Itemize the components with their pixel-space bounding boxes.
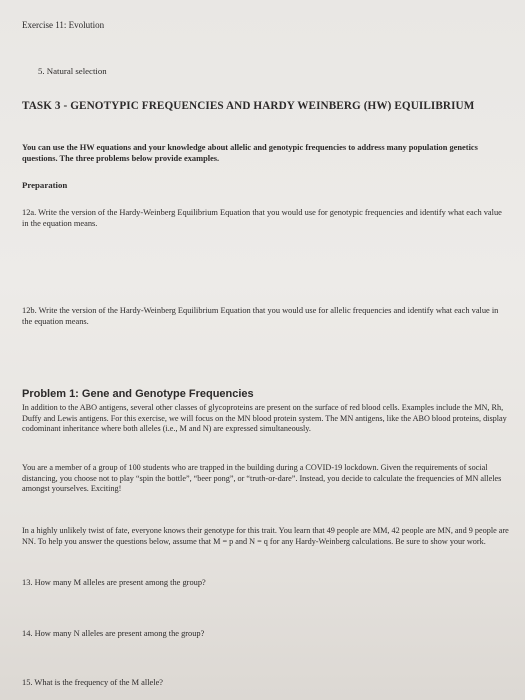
question-12a: 12a. Write the version of the Hardy-Weinberg Equilibrium Equation that you would use for genotypic frequencies and identify what each value in the equation means.: [22, 208, 502, 228]
question-13: 13. How many M alleles are present among the group?: [22, 578, 206, 587]
problem-1-intro: In addition to the ABO antigens, several other classes of glycoproteins are present on the surface of red blood cells. Examples include the MN, Rh, Duffy and Lewis antigens. For this exercise, we will focus on the MN blood protein system. The MN antigens, like the ABO blood proteins, display codominant inheritance where both alleles (i.e., M and N) are expressed simultaneously.: [22, 403, 507, 434]
section-label: 5. Natural selection: [38, 66, 107, 76]
task-title: TASK 3 - GENOTYPIC FREQUENCIES AND HARDY WEINBERG (HW) EQUILIBRIUM: [22, 100, 475, 112]
problem-1-twist: In a highly unlikely twist of fate, everyone knows their genotype for this trait. You learn that 49 people are MM, 42 people are MN, and 9 people are NN. To help you answer the questions below, assume that M = p and N = q for any Hardy-Weinberg calculations. Be sure to show your work.: [22, 526, 509, 546]
task-intro: You can use the HW equations and your knowledge about allelic and genotypic frequencies to address many population genetics questions. The three problems below provide examples.: [22, 143, 478, 163]
exercise-header: Exercise 11: Evolution: [22, 20, 105, 30]
problem-1-title: Problem 1: Gene and Genotype Frequencies: [22, 388, 254, 400]
problem-1-scenario: You are a member of a group of 100 students who are trapped in the building during a COVID-19 lockdown. Given the requirements of social distancing, you choose not to play “spin the bottle”, “beer pong”, or “truth-or-dare”. Instead, you decide to calculate the frequencies of MN alleles amongst yourselves. Exciting!: [22, 463, 502, 494]
preparation-heading: Preparation: [22, 180, 68, 190]
question-12b: 12b. Write the version of the Hardy-Weinberg Equilibrium Equation that you would use for allelic frequencies and identify what each value in the equation means.: [22, 306, 499, 326]
question-14: 14. How many N alleles are present among the group?: [22, 629, 205, 638]
question-15: 15. What is the frequency of the M allele?: [22, 678, 164, 687]
